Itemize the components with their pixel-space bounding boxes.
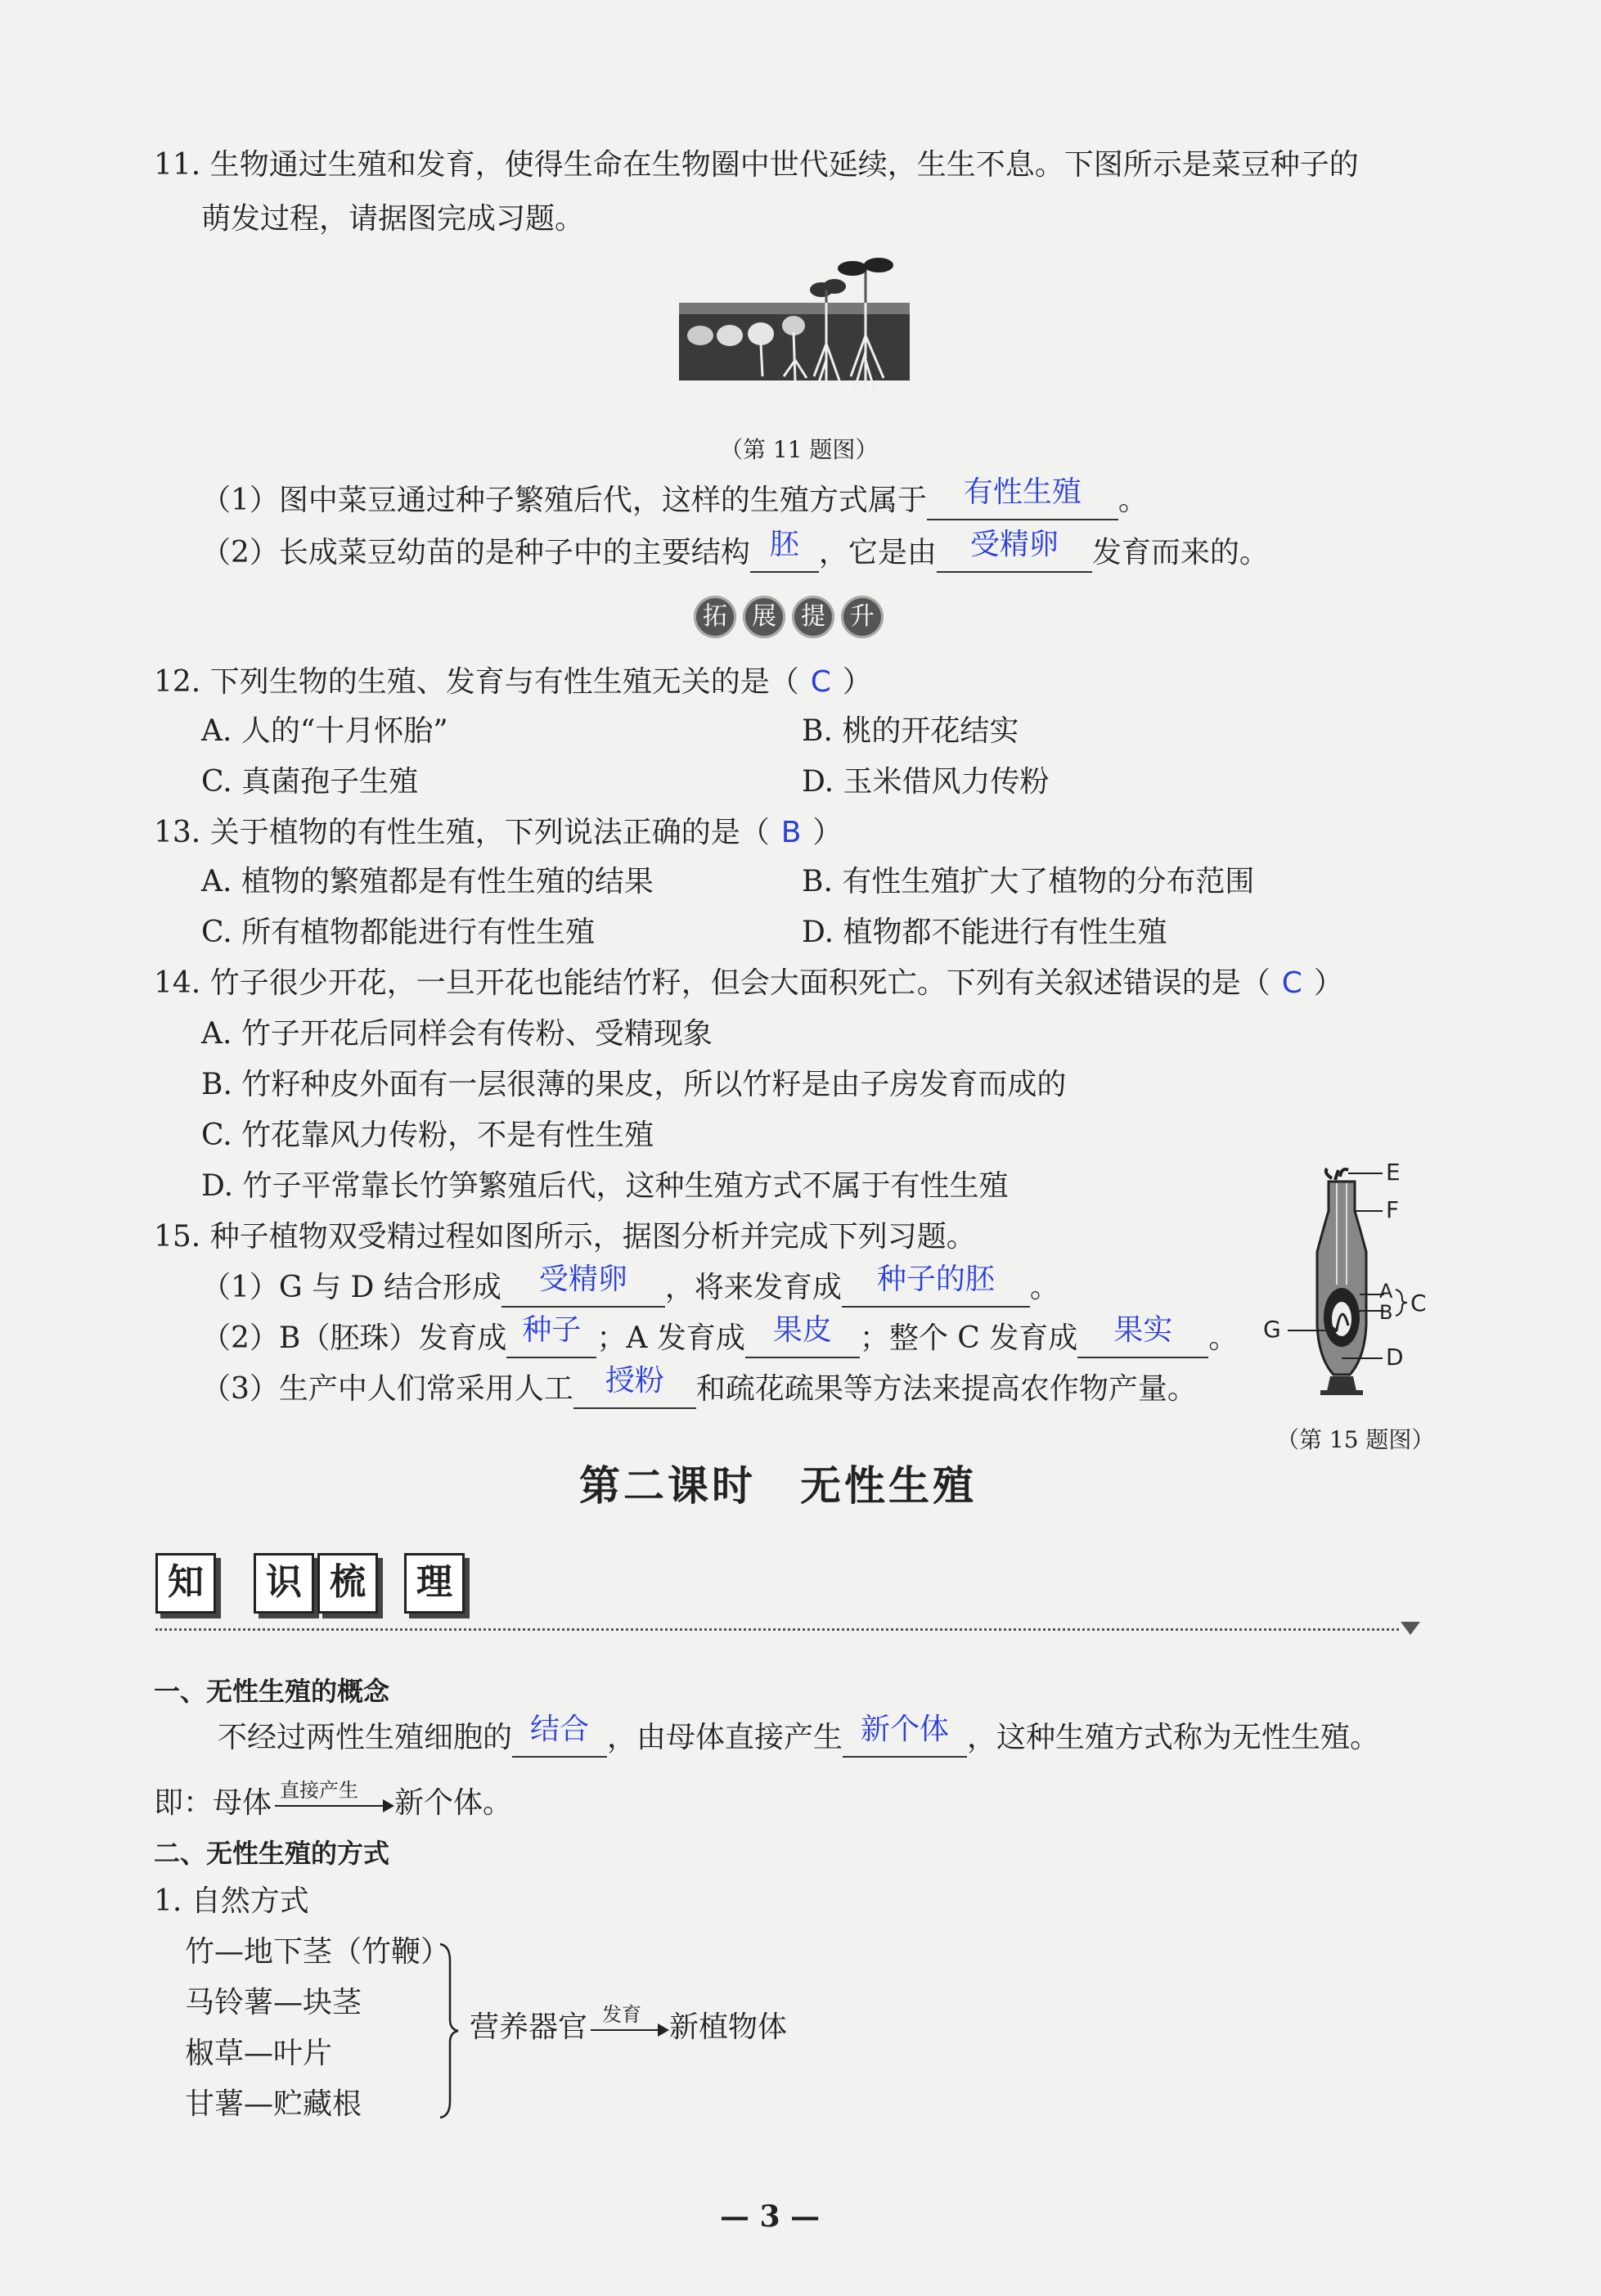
q13-option-a[interactable]: A. 植物的繁殖都是有性生殖的结果 xyxy=(201,865,654,898)
q11-p2-blank2[interactable] xyxy=(937,528,1092,573)
result-arrow-label: 发育 xyxy=(602,2003,642,2026)
method-item-2: 马铃薯—块茎 xyxy=(185,1986,362,2019)
q15-p1-end: 。 xyxy=(1029,1271,1059,1304)
knowledge-char-4: 理 xyxy=(404,1553,465,1614)
seed-germination-figure xyxy=(679,254,910,401)
q14-close: ） xyxy=(1313,966,1343,1000)
sec1-answer2: 新个体 xyxy=(861,1713,950,1746)
result-arrow xyxy=(587,2003,669,2046)
q15-part1 xyxy=(201,1263,1059,1308)
q11-p2-blank1[interactable] xyxy=(750,528,819,573)
q13-close: ） xyxy=(812,816,843,849)
banner-char-4: 升 xyxy=(841,596,884,638)
q15-part2 xyxy=(201,1313,1239,1358)
q13-option-c[interactable]: C. 所有植物都能进行有性生殖 xyxy=(201,916,596,949)
q14-option-b[interactable]: B. 竹籽种皮外面有一层很薄的果皮，所以竹籽是由子房发育而成的 xyxy=(201,1068,1067,1101)
label-f: F xyxy=(1386,1196,1400,1223)
label-e: E xyxy=(1386,1159,1401,1186)
arrow-right-icon xyxy=(658,2024,669,2037)
q15-p3-end: 和疏花疏果等方法来提高农作物产量。 xyxy=(695,1372,1197,1406)
q14-answer: C xyxy=(1281,966,1302,1000)
q11-p1-answer: 有性生殖 xyxy=(963,475,1082,509)
q13-stem xyxy=(154,815,842,851)
q15-p2-blank3[interactable] xyxy=(1077,1313,1208,1358)
sec1-blank1[interactable] xyxy=(512,1713,607,1758)
sec1-definition xyxy=(218,1713,1380,1758)
page-number: — 3 — xyxy=(720,2199,821,2234)
q11-p1-text: （1）图中菜豆通过种子繁殖后代，这样的生殖方式属于 xyxy=(201,484,927,517)
label-c: C xyxy=(1410,1290,1427,1317)
method-item-4: 甘薯—贮藏根 xyxy=(185,2087,362,2121)
q15-p1-mid: ，将来发育成 xyxy=(664,1271,842,1304)
formula-arrow-label: 直接产生 xyxy=(280,1779,359,1802)
q14-option-c[interactable]: C. 竹花靠风力传粉，不是有性生殖 xyxy=(201,1119,654,1152)
q12-close: ） xyxy=(842,665,872,699)
sec1-heading: 一、无性生殖的概念 xyxy=(154,1676,390,1707)
q11-stem-line1: 11. 生物通过生殖和发育，使得生命在生物圈中世代延续，生生不息。下图所示是菜豆种子的 xyxy=(154,148,1359,182)
formula-arrow xyxy=(272,1779,394,1821)
arrow-right-icon xyxy=(383,1799,394,1812)
q11-p2-answer1: 胚 xyxy=(769,528,799,561)
q12-answer: C xyxy=(810,665,831,699)
q11-stem-line2: 萌发过程，请据图完成习题。 xyxy=(201,202,585,236)
section-divider xyxy=(155,1628,1399,1631)
label-g: G xyxy=(1263,1316,1281,1343)
knowledge-char-3: 梳 xyxy=(317,1553,378,1614)
q13-answer: B xyxy=(780,816,802,849)
q15-p3-answer: 授粉 xyxy=(605,1364,664,1398)
double-fertilization-figure xyxy=(1252,1159,1456,1407)
label-d: D xyxy=(1386,1344,1404,1371)
sec2-sub1: 1. 自然方式 xyxy=(154,1884,309,1918)
method-item-3: 椒草—叶片 xyxy=(185,2037,333,2070)
formula-pre: 即：母体 xyxy=(154,1786,272,1820)
label-b: B xyxy=(1379,1301,1393,1324)
q15-p1-text: （1）G 与 D 结合形成 xyxy=(201,1271,501,1304)
q15-stem: 15. 种子植物双受精过程如图所示，据图分析并完成下列习题。 xyxy=(154,1220,976,1254)
q15-p3-text: （3）生产中人们常采用人工 xyxy=(201,1372,573,1406)
result-post: 新植物体 xyxy=(669,2010,788,2044)
banner-char-3: 提 xyxy=(792,596,834,638)
q15-p2-answer1: 种子 xyxy=(522,1313,582,1347)
brace-icon xyxy=(437,1941,461,2124)
sec1-blank2[interactable] xyxy=(843,1713,967,1758)
q11-p2-answer2: 受精卵 xyxy=(969,528,1059,561)
q14-stem xyxy=(154,966,1343,1002)
knowledge-char-1: 知 xyxy=(155,1553,216,1614)
q15-p2-mid2: ；整个 C 发育成 xyxy=(859,1321,1078,1355)
sec1-pre: 不经过两性生殖细胞的 xyxy=(218,1721,513,1754)
sec2-heading: 二、无性生殖的方式 xyxy=(154,1838,390,1869)
q15-p1-blank2[interactable] xyxy=(842,1263,1030,1308)
lesson-title: 第二课时 无性生殖 xyxy=(579,1462,977,1510)
q11-p2-mid: ，它是由 xyxy=(818,536,937,569)
method-result xyxy=(470,2003,788,2046)
q13-option-d[interactable]: D. 植物都不能进行有性生殖 xyxy=(802,916,1167,949)
method-item-1: 竹—地下茎（竹鞭） xyxy=(185,1935,451,1969)
sec1-mid: ，由母体直接产生 xyxy=(607,1721,843,1754)
q15-p2-answer3: 果实 xyxy=(1113,1313,1173,1347)
q12-option-d[interactable]: D. 玉米借风力传粉 xyxy=(802,765,1050,799)
q15-p2-text: （2）B（胚珠）发育成 xyxy=(201,1321,507,1355)
q11-p2-text: （2）长成菜豆幼苗的是种子中的主要结构 xyxy=(201,536,750,569)
q11-p1-blank[interactable] xyxy=(927,475,1118,520)
q12-option-a[interactable]: A. 人的“十月怀胎” xyxy=(201,714,448,748)
q15-p2-blank2[interactable] xyxy=(745,1313,860,1358)
sec1-formula xyxy=(154,1779,513,1821)
q11-p2-end: 发育而来的。 xyxy=(1091,536,1269,569)
q12-stem-text: 12. 下列生物的生殖、发育与有性生殖无关的是（ xyxy=(154,665,799,699)
q11-part2 xyxy=(201,528,1269,573)
q15-p2-answer2: 果皮 xyxy=(772,1313,832,1347)
q13-option-b[interactable]: B. 有性生殖扩大了植物的分布范围 xyxy=(802,865,1255,898)
q11-part1 xyxy=(201,475,1148,520)
banner-char-1: 拓 xyxy=(694,596,736,638)
knowledge-char-2: 识 xyxy=(254,1553,314,1614)
q12-stem xyxy=(154,664,872,700)
q11-figure-caption: （第 11 题图） xyxy=(720,436,879,463)
formula-post: 新个体。 xyxy=(394,1786,513,1820)
q15-p2-blank1[interactable] xyxy=(506,1313,596,1358)
q12-option-c[interactable]: C. 真菌孢子生殖 xyxy=(201,765,419,799)
q14-option-d[interactable]: D. 竹子平常靠长竹笋繁殖后代，这种生殖方式不属于有性生殖 xyxy=(201,1169,1009,1203)
label-a: A xyxy=(1379,1280,1393,1303)
q14-stem-text: 14. 竹子很少开花，一旦开花也能结竹籽，但会大面积死亡。下列有关叙述错误的是（ xyxy=(154,966,1270,1000)
result-pre: 营养器官 xyxy=(470,2010,588,2044)
divider-arrow-icon xyxy=(1401,1622,1420,1635)
q15-p2-end: 。 xyxy=(1208,1321,1239,1355)
banner-char-2: 展 xyxy=(743,596,785,638)
q15-part3 xyxy=(201,1364,1197,1409)
q15-figure-caption: （第 15 题图） xyxy=(1276,1426,1435,1453)
q13-stem-text: 13. 关于植物的有性生殖，下列说法正确的是（ xyxy=(154,816,770,849)
q11-p1-end: 。 xyxy=(1118,484,1148,517)
q15-p1-answer2: 种子的胚 xyxy=(876,1263,995,1296)
q15-p1-blank1[interactable] xyxy=(501,1263,665,1308)
sec1-answer1: 结合 xyxy=(530,1713,590,1746)
q14-option-a[interactable]: A. 竹子开花后同样会有传粉、受精现象 xyxy=(201,1017,713,1051)
q15-p2-mid1: ；A 发育成 xyxy=(596,1321,745,1355)
q12-option-b[interactable]: B. 桃的开花结实 xyxy=(802,714,1019,748)
q15-p3-blank[interactable] xyxy=(573,1364,696,1409)
sec1-post: ，这种生殖方式称为无性生殖。 xyxy=(967,1721,1380,1754)
q15-p1-answer1: 受精卵 xyxy=(538,1263,627,1296)
